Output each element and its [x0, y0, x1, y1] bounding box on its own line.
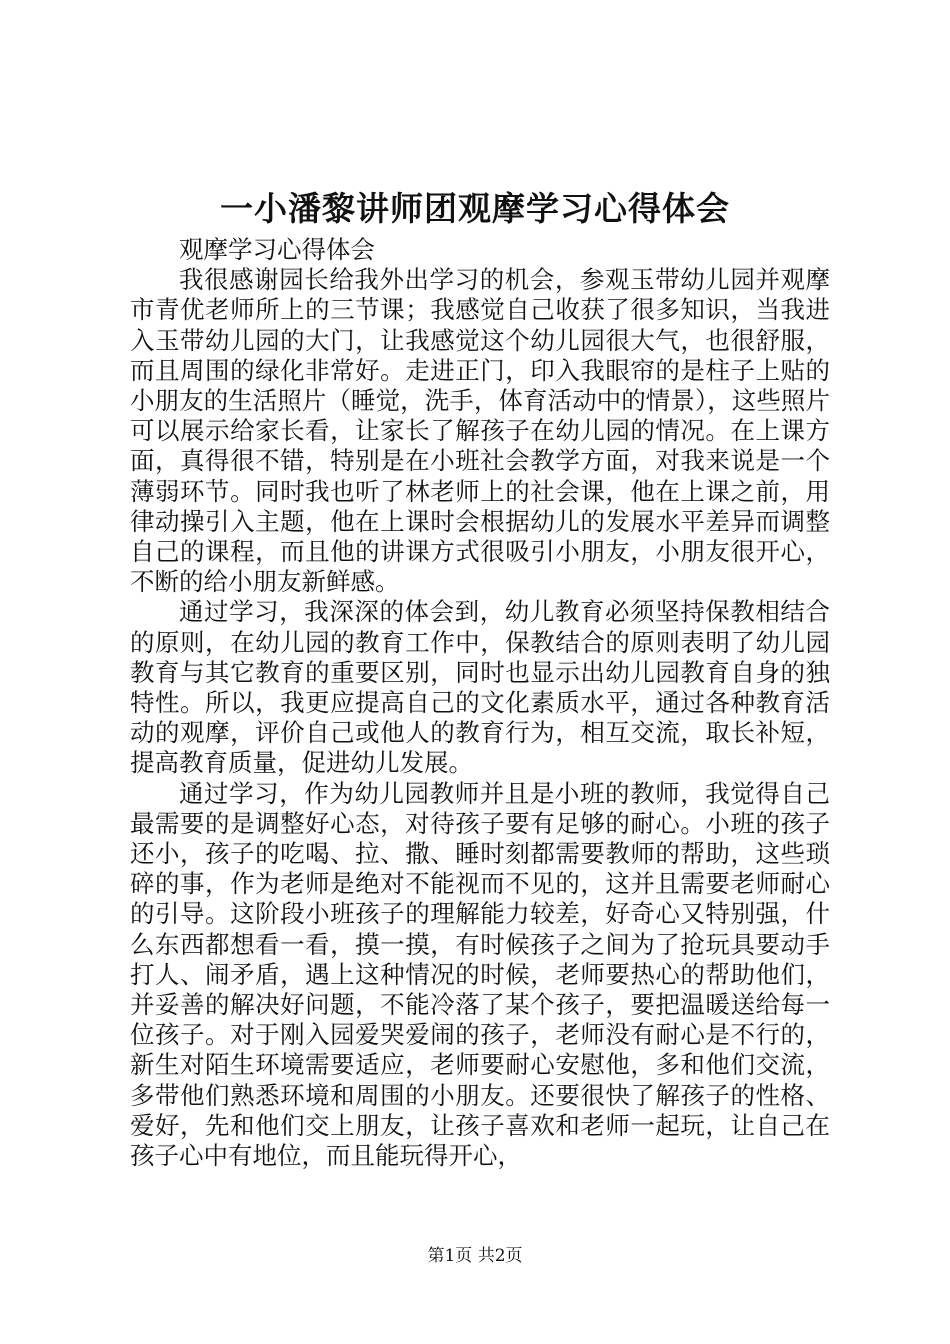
body-paragraph-1: 我很感谢园长给我外出学习的机会，参观玉带幼儿园并观摩市青优老师所上的三节课；我感觉自己收获了很多知识，当我进入玉带幼儿园的大门，让我感觉这个幼儿园很大气，也很舒服，而且周围的绿化非常好。走进正门，印入我眼帘的是柱子上贴的小朋友的生活照片（睡觉，洗手，体育活动中的情景），这些照片可以展示给家长看，让家长了解孩子在幼儿园的情况。在上课方面，真得很不错，特别是在小班社会教学方面，对我来说是一个薄弱环节。同时我也听了林老师上的社会课，他在上课之前，用律动操引入主题，他在上课时会根据幼儿的发展水平差异而调整自己的课程，而且他的讲课方式很吸引小朋友，小朋友很开心，不断的给小朋友新鲜感。	[130, 265, 830, 597]
body-paragraph-3: 通过学习，作为幼儿园教师并且是小班的教师，我觉得自己最需要的是调整好心态，对待孩子要有足够的耐心。小班的孩子还小，孩子的吃喝、拉、撒、睡时刻都需要教师的帮助，这些琐碎的事，作为老师是绝对不能视而不见的，这并且需要老师耐心的引导。这阶段小班孩子的理解能力较差，好奇心又特别强，什么东西都想看一看，摸一摸，有时候孩子之间为了抢玩具要动手打人、闹矛盾，遇上这种情况的时候，老师要热心的帮助他们，并妥善的解决好问题，不能冷落了某个孩子，要把温暖送给每一位孩子。对于刚入园爱哭爱闹的孩子，老师没有耐心是不行的，新生对陌生环境需要适应，老师要耐心安慰他，多和他们交流，多带他们熟悉环境和周围的小朋友。还要很快了解孩子的性格、爱好，先和他们交上朋友，让孩子喜欢和老师一起玩，让自己在孩子心中有地位，而且能玩得开心，	[130, 778, 830, 1171]
body-paragraph-2: 通过学习，我深深的体会到，幼儿教育必须坚持保教相结合的原则，在幼儿园的教育工作中，保教结合的原则表明了幼儿园教育与其它教育的重要区别，同时也显示出幼儿园教育自身的独特性。所以，我更应提高自己的文化素质水平，通过各种教育活动的观摩，评价自己或他人的教育行为，相互交流，取长补短，提高教育质量，促进幼儿发展。	[130, 597, 830, 778]
document-title: 一小潘黎讲师团观摩学习心得体会	[220, 189, 730, 228]
document-subtitle: 观摩学习心得体会	[179, 235, 375, 264]
page-number-footer: 第1页 共2页	[427, 1246, 523, 1266]
document-body	[130, 235, 830, 1171]
